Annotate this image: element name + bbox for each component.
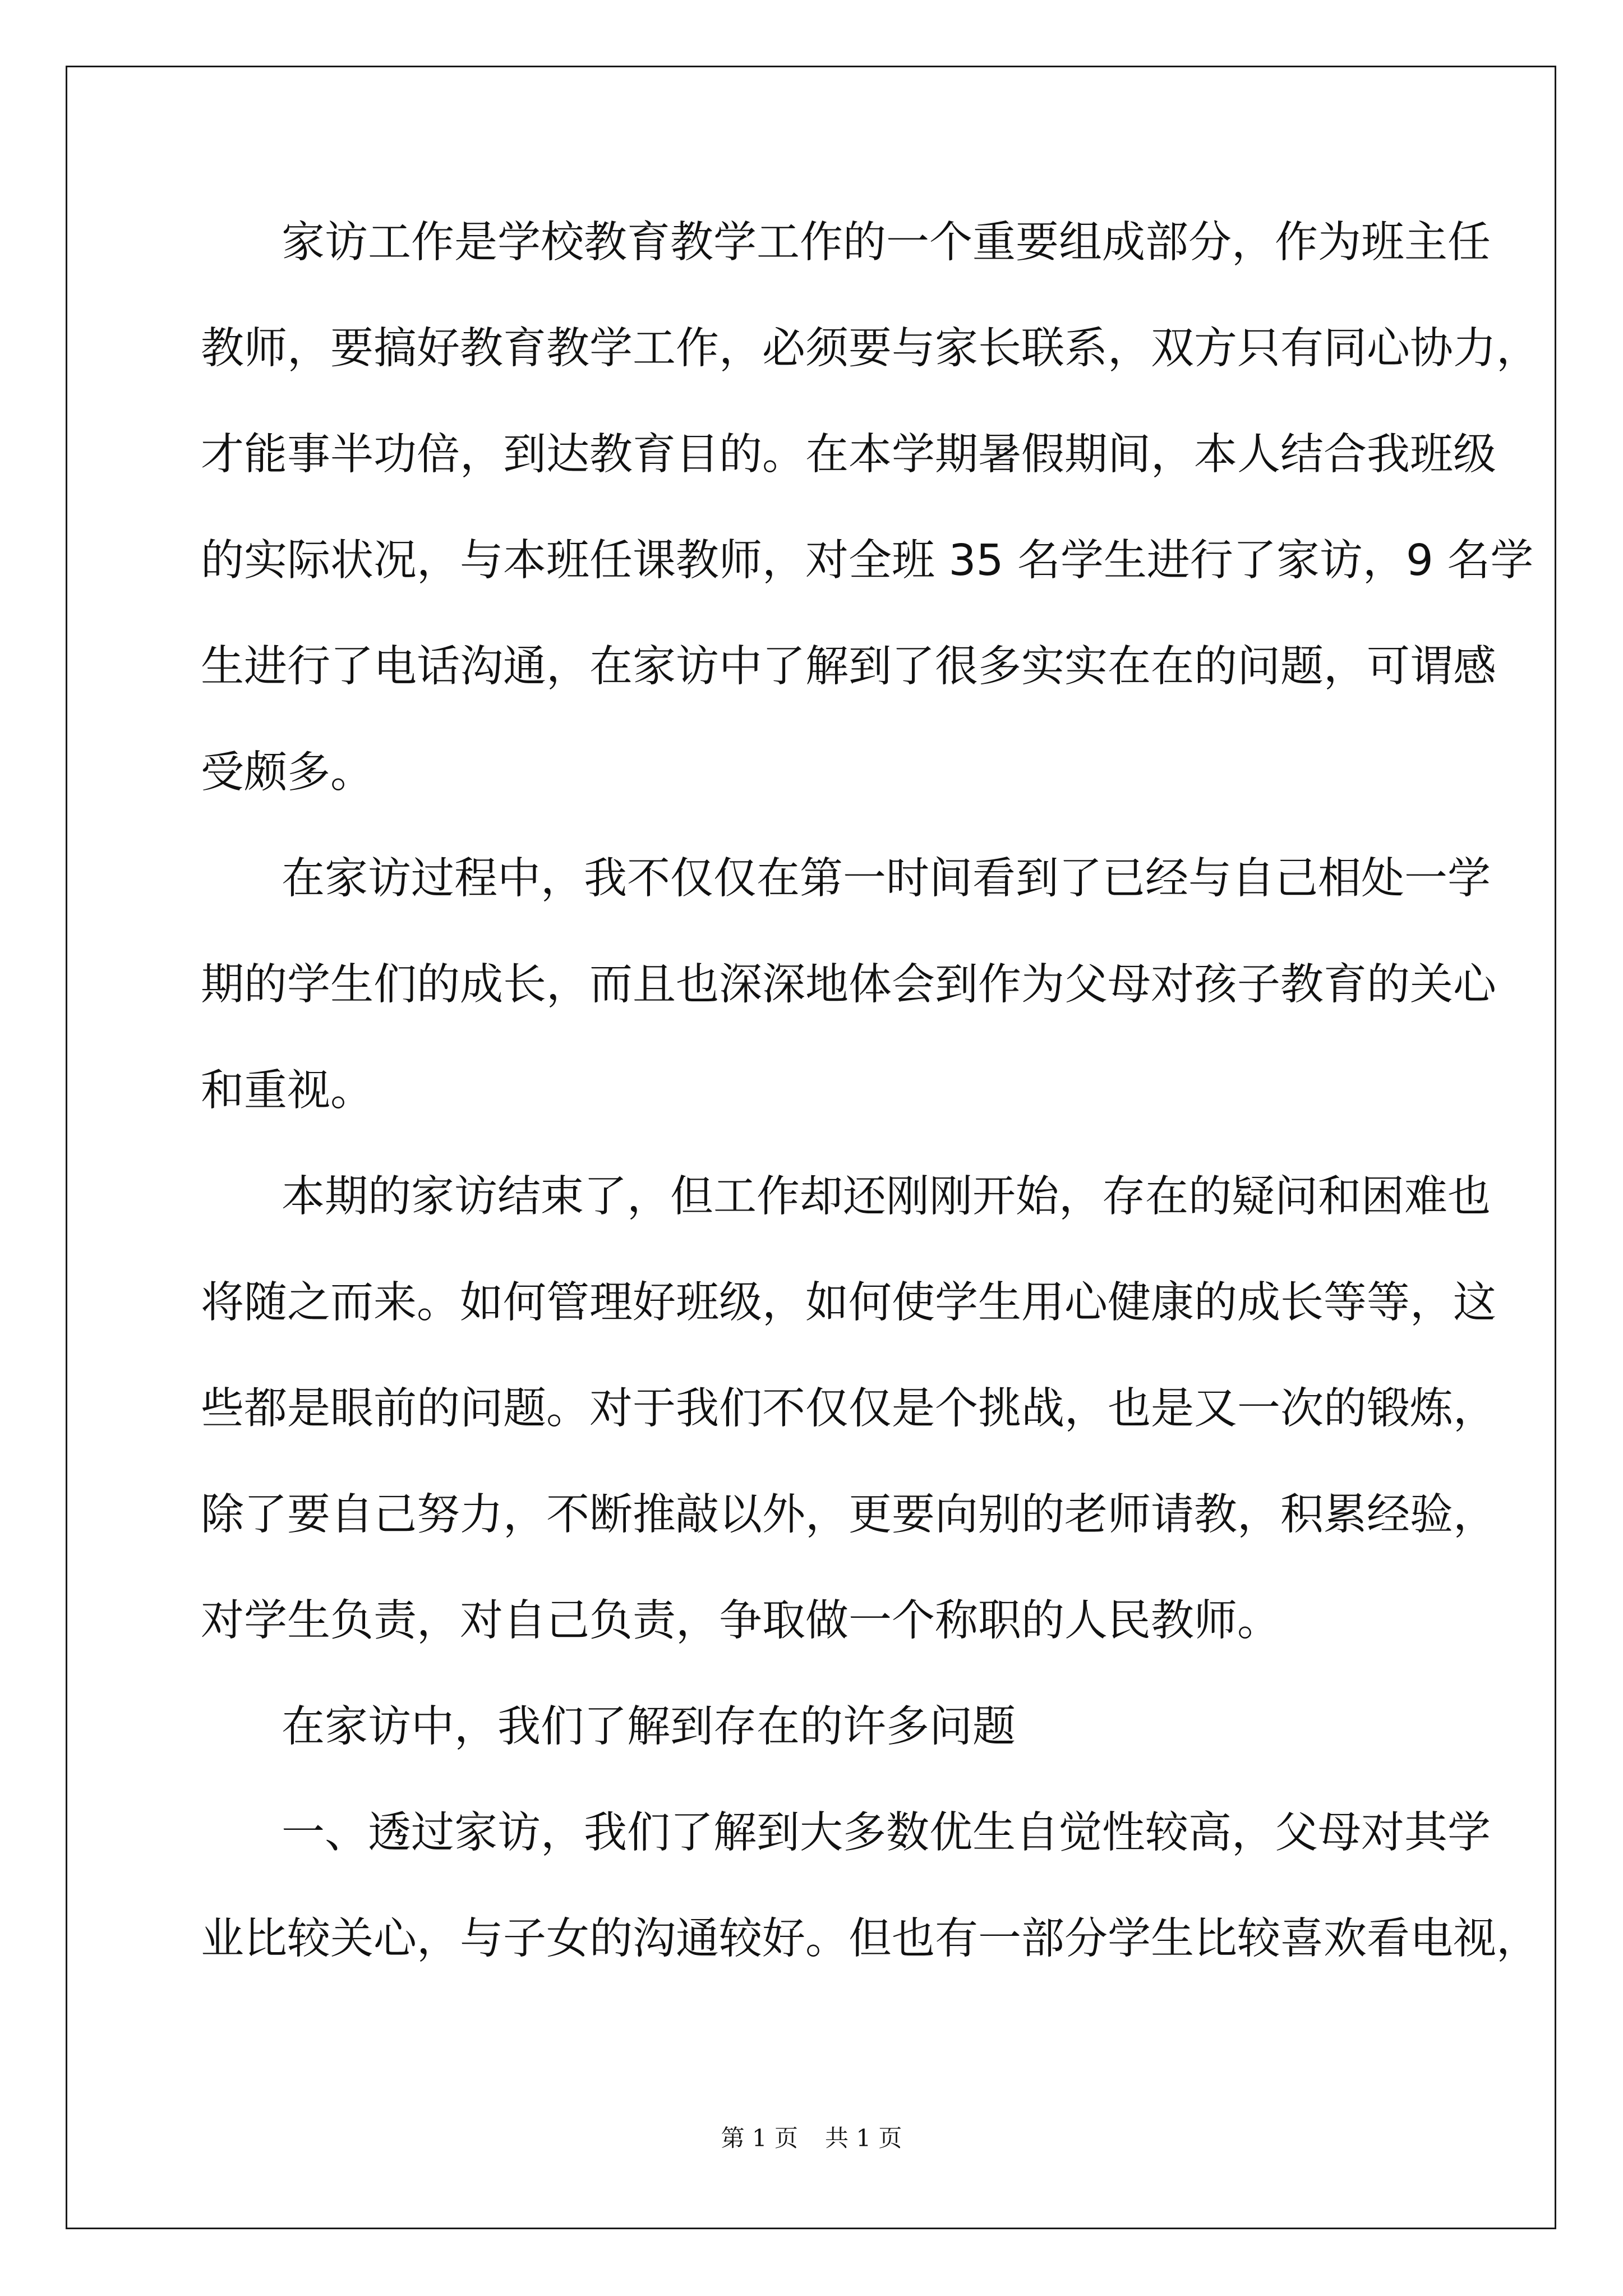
paragraph-2-line-3: 和重视。: [201, 1066, 374, 1116]
paragraph-3-line-3: 些都是眼前的问题。对于我们不仅仅是个挑战，也是又一次的锻炼，: [201, 1384, 1496, 1434]
page-footer: [0, 2124, 1623, 2152]
paragraph-3-line-1: 本期的家访结束了，但工作却还刚刚开始，存在的疑问和困难也: [282, 1172, 1491, 1222]
paragraph-5-line-2: 业比较关心，与子女的沟通较好。但也有一部分学生比较喜欢看电视，: [201, 1914, 1539, 1964]
paragraph-5-line-1: 一、透过家访，我们了解到大多数优生自觉性较高，父母对其学: [282, 1808, 1491, 1858]
paragraph-2-line-1: 在家访过程中，我不仅仅在第一时间看到了已经与自己相处一学: [282, 854, 1491, 904]
paragraph-3-line-5: 对学生负责，对自己负责，争取做一个称职的人民教师。: [201, 1596, 1280, 1646]
paragraph-3-line-4: 除了要自己努力，不断推敲以外，更要向别的老师请教，积累经验，: [201, 1490, 1496, 1540]
paragraph-4-line-1: 在家访中，我们了解到存在的许多问题: [282, 1702, 1016, 1752]
paragraph-1-line-6: 受颇多。: [201, 748, 374, 798]
paragraph-1-line-1: 家访工作是学校教育教学工作的一个重要组成部分，作为班主任: [282, 218, 1491, 268]
paragraph-1-line-2: 教师，要搞好教育教学工作，必须要与家长联系，双方只有同心协力，: [201, 324, 1539, 374]
paragraph-2-line-2: 期的学生们的成长，而且也深深地体会到作为父母对孩子教育的关心: [201, 960, 1496, 1010]
paragraph-1-line-5: 生进行了电话沟通，在家访中了解到了很多实实在在的问题，可谓感: [201, 642, 1496, 692]
paragraph-1-line-3: 才能事半功倍，到达教育目的。在本学期暑假期间，本人结合我班级: [201, 430, 1496, 480]
page-number-current: 第 1 页: [721, 2124, 798, 2152]
page-number-total: 共 1 页: [825, 2124, 902, 2152]
paragraph-1-line-4: 的实际状况，与本班任课教师，对全班 35 名学生进行了家访，9 名学: [201, 536, 1534, 586]
paragraph-3-line-2: 将随之而来。如何管理好班级，如何使学生用心健康的成长等等，这: [201, 1278, 1496, 1328]
document-body: [201, 218, 1539, 2022]
